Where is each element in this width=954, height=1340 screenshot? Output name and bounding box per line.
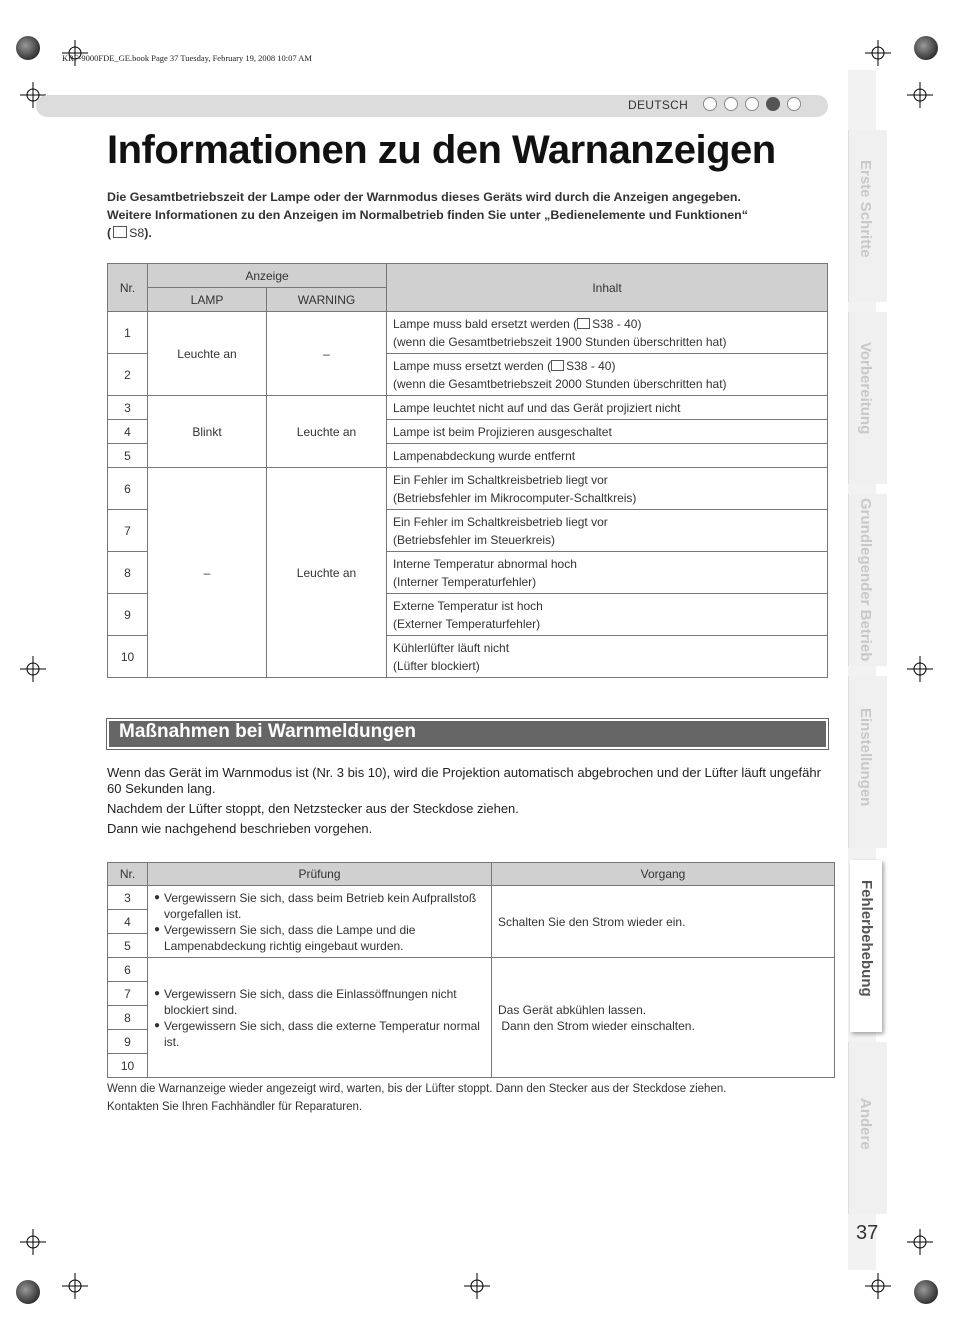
content-text: Lampe muss bald ersetzt werden ( (393, 316, 578, 331)
book-icon (551, 360, 564, 371)
row-nr: 7 (108, 982, 148, 1006)
content-text: ) (637, 316, 642, 331)
row-nr: 9 (108, 594, 148, 636)
page-reference[interactable]: S8 (129, 226, 145, 240)
tab-label: Grundlegender Betrieb (857, 498, 874, 662)
warning-indicator-table (107, 263, 828, 678)
warning-state: – (267, 312, 387, 396)
intro-paren: ). (144, 226, 152, 240)
lamp-state: Leuchte an (148, 312, 267, 396)
content-text: (wenn die Gesamtbetriebszeit 2000 Stunden überschritten hat) (393, 376, 727, 391)
crop-mark-icon (907, 656, 933, 682)
bullet-icon: ● (154, 1019, 161, 1031)
table-row (108, 396, 828, 420)
content-text: (Externer Temperaturfehler) (393, 616, 541, 631)
content-text: Externe Temperatur ist hoch (393, 598, 543, 613)
header-vorgang: Vorgang (492, 863, 835, 886)
row-nr: 7 (108, 510, 148, 552)
check-item (154, 890, 485, 922)
paragraph: Wenn das Gerät im Warnmodus ist (Nr. 3 bis 10), wird die Projektion automatisch abgebrochen und der Lüfter läuft ungefähr 60 Sekunden lang. (107, 765, 821, 796)
header-lamp: LAMP (148, 288, 267, 312)
action-text: Dann den Strom wieder einschalten. (498, 1018, 695, 1033)
chapter-dot (787, 97, 801, 111)
content-text: (wenn die Gesamtbetriebszeit 1900 Stunden überschritten hat) (393, 334, 727, 349)
check-cell (148, 886, 492, 958)
language-label: DEUTSCH (628, 98, 689, 112)
content-text: (Betriebsfehler im Mikrocomputer-Schaltkreis) (393, 490, 637, 505)
warning-state: Leuchte an (267, 396, 387, 468)
bullet-icon: ● (154, 987, 161, 999)
footnote: Wenn die Warnanzeige wieder angezeigt wird, warten, bis der Lüfter stoppt. Dann den Stecker aus der Steckdose ziehen. (107, 1083, 727, 1095)
table-row (108, 958, 835, 982)
check-item (154, 986, 485, 1018)
content-text: ) (611, 358, 616, 373)
book-icon (113, 226, 127, 238)
content-text: Interne Temperatur abnormal hoch (393, 556, 577, 571)
crop-mark-icon (865, 40, 891, 66)
intro-text (107, 188, 832, 242)
page-reference[interactable]: S38 - 40 (592, 316, 638, 331)
row-nr: 10 (108, 636, 148, 678)
row-nr: 8 (108, 1006, 148, 1030)
check-item (154, 922, 485, 954)
tab-label: Fehlerbehebung (858, 880, 875, 997)
intro-line (107, 224, 832, 242)
table-row (108, 312, 828, 354)
header-anzeige: Anzeige (148, 264, 387, 288)
registration-disc (16, 36, 40, 60)
row-nr: 6 (108, 958, 148, 982)
row-nr: 10 (108, 1054, 148, 1078)
tab-label: Andere (857, 1098, 874, 1150)
tab-andere[interactable] (848, 1042, 887, 1214)
print-header: KRF-9000FDE_GE.book Page 37 Tuesday, February 19, 2008 10:07 AM (62, 53, 312, 63)
row-content (387, 636, 828, 678)
bullet-icon: ● (154, 923, 161, 935)
crop-mark-icon (62, 1273, 88, 1299)
row-content (387, 552, 828, 594)
registration-disc (914, 36, 938, 60)
check-text: Vergewissern Sie sich, dass die externe Temperatur normal ist. (164, 1018, 480, 1049)
content-text: Kühlerlüfter läuft nicht (393, 640, 510, 655)
row-content (387, 468, 828, 510)
header-inhalt: Inhalt (387, 264, 828, 312)
footnote: Kontakten Sie Ihren Fachhändler für Reparaturen. (107, 1101, 363, 1113)
chapter-dot (745, 97, 759, 111)
chapter-dot (724, 97, 738, 111)
action-cell (492, 958, 835, 1078)
row-content (387, 594, 828, 636)
intro-line: Die Gesamtbetriebszeit der Lampe oder der Warnmodus dieses Geräts wird durch die Anzeigen angegeben. (107, 190, 741, 204)
intro-line: Weitere Informationen zu den Anzeigen im Normalbetrieb finden Sie unter „Bedienelemente und Funktionen“ (107, 208, 748, 222)
check-text: Vergewissern Sie sich, dass die Lampe und die Lampenabdeckung richtig eingebaut wurden. (164, 922, 416, 953)
row-nr: 1 (108, 312, 148, 354)
row-nr: 3 (108, 886, 148, 910)
row-nr: 4 (108, 910, 148, 934)
table-row (108, 468, 828, 510)
check-cell (148, 958, 492, 1078)
chapter-dot-active (766, 97, 780, 111)
content-text: (Lüfter blockiert) (393, 658, 480, 673)
crop-mark-icon (20, 1229, 46, 1255)
action-cell: Schalten Sie den Strom wieder ein. (492, 886, 835, 958)
row-content: Lampenabdeckung wurde entfernt (387, 444, 828, 468)
section-title: Maßnahmen bei Warnmeldungen (119, 721, 416, 742)
check-item (154, 1018, 485, 1050)
page-number: 37 (856, 1222, 879, 1244)
header-warning: WARNING (267, 288, 387, 312)
row-nr: 2 (108, 354, 148, 396)
check-text: Vergewissern Sie sich, dass die Einlassöffnungen nicht blockiert sind. (164, 986, 457, 1017)
action-text: Das Gerät abkühlen lassen. (498, 1002, 647, 1017)
crop-mark-icon (907, 1229, 933, 1255)
registration-disc (914, 1280, 938, 1304)
tab-vorbereitung[interactable] (848, 312, 887, 484)
header-nr: Nr. (108, 264, 148, 312)
content-text: (Interner Temperaturfehler) (393, 574, 537, 589)
row-content (387, 510, 828, 552)
row-content: Lampe ist beim Projizieren ausgeschaltet (387, 420, 828, 444)
content-text: Ein Fehler im Schaltkreisbetrieb liegt vor (393, 514, 608, 529)
chapter-dots (703, 97, 801, 111)
row-content: Lampe leuchtet nicht auf und das Gerät projiziert nicht (387, 396, 828, 420)
lamp-state: – (148, 468, 267, 678)
row-nr: 8 (108, 552, 148, 594)
row-content (387, 312, 828, 354)
row-nr: 5 (108, 444, 148, 468)
paragraph: Nachdem der Lüfter stoppt, den Netzstecker aus der Steckdose ziehen. (107, 801, 519, 816)
table-row (108, 886, 835, 910)
tab-label: Einstellungen (857, 708, 874, 807)
bullet-icon: ● (154, 891, 161, 903)
content-text: (Betriebsfehler im Steuerkreis) (393, 532, 556, 547)
warning-action-table (107, 862, 835, 1078)
page-reference[interactable]: S38 - 40 (566, 358, 612, 373)
lamp-state: Blinkt (148, 396, 267, 468)
row-nr: 4 (108, 420, 148, 444)
check-text: Vergewissern Sie sich, dass beim Betrieb kein Aufprallstoß vorgefallen ist. (164, 890, 477, 921)
crop-mark-icon (20, 656, 46, 682)
tab-grundlegender-betrieb[interactable] (848, 494, 887, 666)
crop-mark-icon (907, 82, 933, 108)
tab-erste-schritte[interactable] (848, 130, 887, 302)
header-nr: Nr. (108, 863, 148, 886)
crop-mark-icon (865, 1273, 891, 1299)
content-text: Ein Fehler im Schaltkreisbetrieb liegt vor (393, 472, 608, 487)
tab-label: Vorbereitung (857, 342, 874, 435)
registration-disc (16, 1280, 40, 1304)
content-text: Lampe muss ersetzt werden ( (393, 358, 552, 373)
row-content (387, 354, 828, 396)
paragraph: Dann wie nachgehend beschrieben vorgehen. (107, 821, 373, 836)
page-title: Informationen zu den Warnanzeigen (107, 128, 776, 172)
header-pruefung: Prüfung (148, 863, 492, 886)
tab-label: Erste Schritte (857, 160, 874, 258)
warning-state: Leuchte an (267, 468, 387, 678)
row-nr: 5 (108, 934, 148, 958)
row-nr: 9 (108, 1030, 148, 1054)
row-nr: 6 (108, 468, 148, 510)
chapter-dot (703, 97, 717, 111)
book-icon (577, 318, 590, 329)
tab-fehlerbehebung[interactable] (850, 860, 882, 1032)
tab-einstellungen[interactable] (848, 676, 887, 848)
crop-mark-icon (464, 1273, 490, 1299)
intro-paren: ( (107, 226, 112, 240)
row-nr: 3 (108, 396, 148, 420)
